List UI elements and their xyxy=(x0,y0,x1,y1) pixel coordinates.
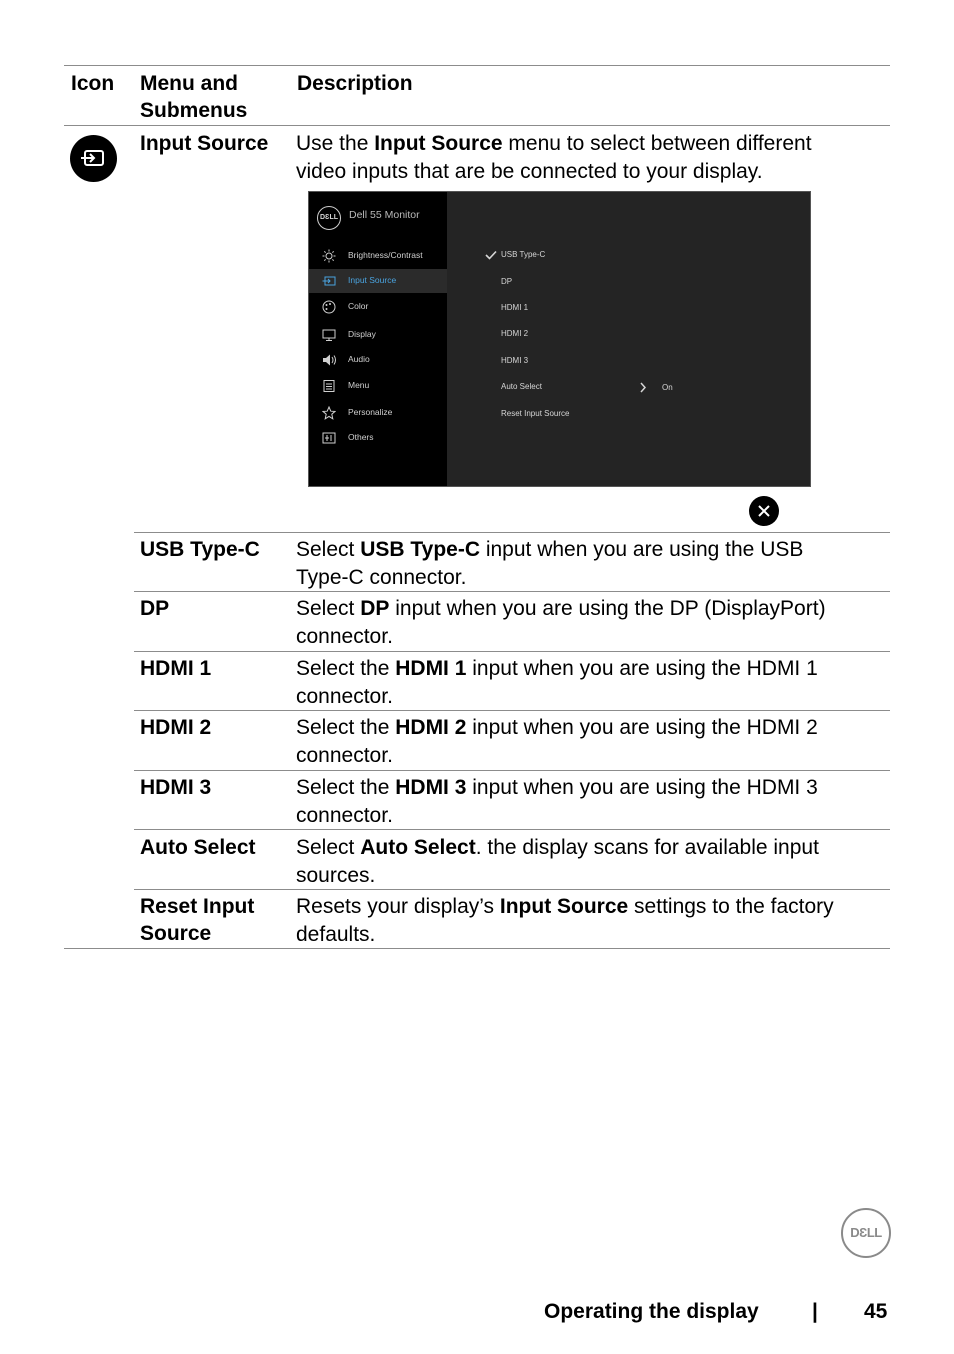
row-rule xyxy=(134,829,890,830)
osd-option-usb-type-c[interactable]: USB Type-C xyxy=(501,250,546,259)
row-desc-auto-select: Select Auto Select. the display scans for available input sources. xyxy=(296,836,819,887)
footer-section-title: Operating the display xyxy=(544,1300,759,1323)
footer-separator: | xyxy=(812,1300,818,1323)
osd-menu-display[interactable] xyxy=(309,323,447,347)
osd-option-hdmi-2[interactable]: HDMI 2 xyxy=(501,329,529,338)
color-palette-icon xyxy=(322,300,336,314)
header-menu-line2: Submenus xyxy=(140,99,248,122)
row-desc-hdmi-2: Select the HDMI 2 input when you are using the HDMI 2 connector. xyxy=(296,716,818,767)
osd-option-hdmi-3[interactable]: HDMI 3 xyxy=(501,356,529,365)
osd-menu-personalize[interactable] xyxy=(309,401,447,425)
osd-option-auto-select[interactable]: Auto Select xyxy=(501,382,542,391)
osd-menu-label: Input Source xyxy=(348,275,397,285)
dell-logo: DƐLL xyxy=(841,1208,891,1258)
table-bottom-rule xyxy=(64,948,890,949)
row-rule xyxy=(134,889,890,890)
osd-menu-color[interactable] xyxy=(309,295,447,319)
osd-menu-label: Audio xyxy=(348,354,370,364)
chevron-right-icon xyxy=(639,382,647,393)
osd-menu-label: Others xyxy=(348,432,374,442)
row-rule xyxy=(134,710,890,711)
row-label-auto-select: Auto Select xyxy=(140,836,256,859)
osd-menu-others[interactable] xyxy=(309,426,447,450)
osd-title: Dell 55 Monitor xyxy=(349,209,420,221)
brightness-icon xyxy=(322,249,336,263)
osd-dell-logo: DƐLL xyxy=(317,206,341,230)
row-label-hdmi-2: HDMI 2 xyxy=(140,716,212,739)
others-icon xyxy=(322,431,336,445)
osd-menu-label: Menu xyxy=(348,380,370,390)
header-description: Description xyxy=(297,72,413,95)
row-label-reset-input-line1: Reset Input xyxy=(140,895,255,918)
header-icon: Icon xyxy=(71,72,115,95)
osd-auto-select-value: On xyxy=(662,383,673,392)
row-label-hdmi-1: HDMI 1 xyxy=(140,657,212,680)
row-rule xyxy=(134,532,890,533)
star-icon xyxy=(322,406,336,420)
row-label-reset-input-line2: Source xyxy=(140,922,212,945)
osd-menu-audio[interactable] xyxy=(309,348,447,372)
row-desc-hdmi-1: Select the HDMI 1 input when you are using the HDMI 1 connector. xyxy=(296,657,818,708)
row-desc-dp: Select DP input when you are using the DP (DisplayPort) connector. xyxy=(296,597,826,648)
row-label-dp: DP xyxy=(140,597,170,620)
display-icon xyxy=(322,328,336,342)
input-source-icon xyxy=(322,274,336,288)
row-desc-hdmi-3: Select the HDMI 3 input when you are using the HDMI 3 connector. xyxy=(296,776,818,827)
osd-option-hdmi-1[interactable]: HDMI 1 xyxy=(501,303,529,312)
page-number: 45 xyxy=(864,1300,888,1323)
row-rule xyxy=(134,770,890,771)
close-button[interactable] xyxy=(749,496,779,526)
close-icon xyxy=(749,496,779,526)
osd-menu-label: Color xyxy=(348,301,369,311)
osd-menu-label: Brightness/Contrast xyxy=(348,250,423,260)
osd-menu-menu[interactable] xyxy=(309,374,447,398)
input-source-label: Input Source xyxy=(140,132,269,155)
input-source-icon xyxy=(70,135,117,182)
osd-menu-input-source[interactable] xyxy=(309,269,447,293)
menu-icon xyxy=(322,379,336,393)
osd-menu-label: Display xyxy=(348,329,376,339)
row-rule xyxy=(134,651,890,652)
header-bottom-rule xyxy=(64,125,890,126)
header-menu-line1: Menu and xyxy=(140,72,238,95)
row-label-usb-type-c: USB Type-C xyxy=(140,538,260,561)
speaker-icon xyxy=(322,353,338,367)
osd-option-reset-input-source[interactable]: Reset Input Source xyxy=(501,409,570,418)
osd-option-dp[interactable]: DP xyxy=(501,277,513,286)
row-label-hdmi-3: HDMI 3 xyxy=(140,776,212,799)
input-source-description: Use the Input Source menu to select between different video inputs that are be connected to your display. xyxy=(296,132,812,183)
checkmark-icon xyxy=(485,250,497,260)
row-rule xyxy=(134,591,890,592)
row-desc-usb-type-c: Select USB Type-C input when you are using the USB Type-C connector. xyxy=(296,538,804,589)
row-desc-reset-input-source: Resets your display’s Input Source settings to the factory defaults. xyxy=(296,895,834,946)
osd-menu-label: Personalize xyxy=(348,407,393,417)
osd-screenshot xyxy=(308,191,811,487)
table-top-rule xyxy=(64,65,890,66)
osd-menu-brightness[interactable] xyxy=(309,244,447,268)
